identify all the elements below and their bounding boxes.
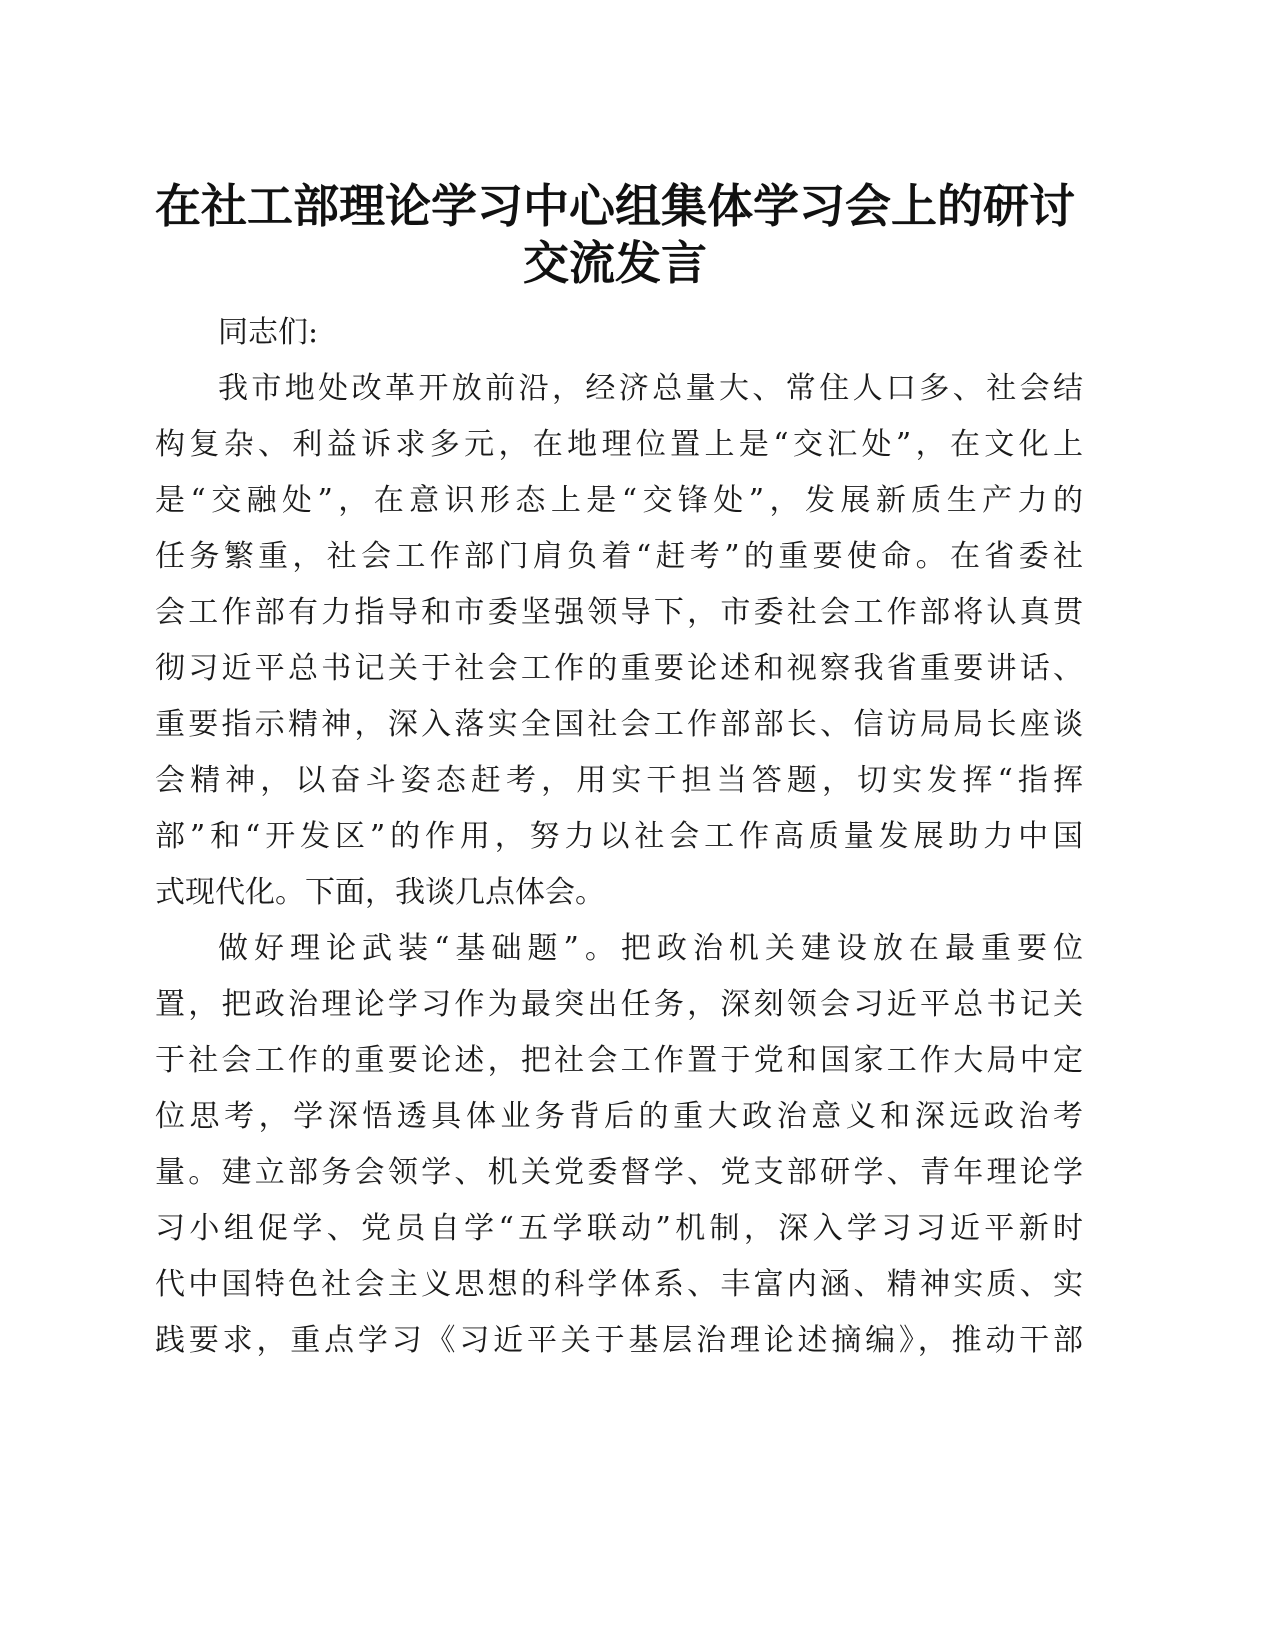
paragraph-2-line: 代中国特色社会主义思想的科学体系、丰富内涵、精神实质、实 <box>155 1267 1083 1302</box>
paragraph-2-line: 置，把政治理论学习作为最突出任务，深刻领会习近平总书记关 <box>155 987 1083 1022</box>
paragraph-2-line: 践要求，重点学习《习近平关于基层治理论述摘编》，推动干部 <box>155 1323 1083 1358</box>
paragraph-1-line: 会精神，以奋斗姿态赶考，用实干担当答题，切实发挥“指挥 <box>155 763 1083 798</box>
paragraph-2-line: 于社会工作的重要论述，把社会工作置于党和国家工作大局中定 <box>155 1043 1083 1078</box>
document-title-line-1: 在社工部理论学习中心组集体学习会上的研讨 <box>155 179 1075 233</box>
paragraph-1-line: 会工作部有力指导和市委坚强领导下，市委社会工作部将认真贯 <box>155 595 1083 630</box>
salutation: 同志们: <box>218 315 319 350</box>
paragraph-1-line: 构复杂、利益诉求多元，在地理位置上是“交汇处”，在文化上 <box>155 427 1083 462</box>
paragraph-1-line: 式现代化。下面，我谈几点体会。 <box>155 875 605 910</box>
paragraph-1-line: 部”和“开发区”的作用，努力以社会工作高质量发展助力中国 <box>155 819 1083 854</box>
paragraph-1-line: 彻习近平总书记关于社会工作的重要论述和视察我省重要讲话、 <box>155 651 1083 686</box>
paragraph-1-line: 任务繁重，社会工作部门肩负着“赶考”的重要使命。在省委社 <box>155 539 1083 574</box>
paragraph-2-line: 量。建立部务会领学、机关党委督学、党支部研学、青年理论学 <box>155 1155 1083 1190</box>
document-title-line-2: 交流发言 <box>523 236 707 290</box>
paragraph-2-line: 习小组促学、党员自学“五学联动”机制，深入学习习近平新时 <box>155 1211 1083 1246</box>
paragraph-1-line: 重要指示精神，深入落实全国社会工作部部长、信访局局长座谈 <box>155 707 1083 742</box>
paragraph-1-line: 是“交融处”，在意识形态上是“交锋处”，发展新质生产力的 <box>155 483 1083 518</box>
paragraph-1-line: 我市地处改革开放前沿，经济总量大、常住人口多、社会结 <box>218 371 1083 406</box>
paragraph-2-line: 做好理论武装“基础题”。把政治机关建设放在最重要位 <box>218 931 1083 966</box>
paragraph-2-line: 位思考，学深悟透具体业务背后的重大政治意义和深远政治考 <box>155 1099 1083 1134</box>
